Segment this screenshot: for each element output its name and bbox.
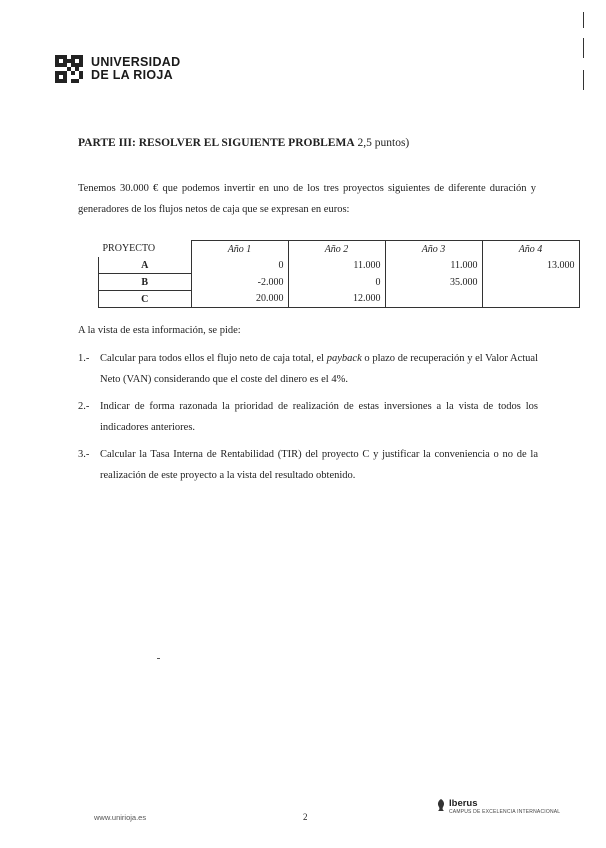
cell-year-2: 12.000 <box>288 291 385 308</box>
table-header-row <box>99 241 580 258</box>
cell-year-1: 20.000 <box>191 291 288 308</box>
scan-mark <box>583 12 584 28</box>
cell-year-3: 11.000 <box>385 257 482 274</box>
sponsor-subtitle: CAMPUS DE EXCELENCIA INTERNACIONAL <box>449 809 561 815</box>
university-logo <box>55 55 180 83</box>
cell-year-3: 35.000 <box>385 274 482 291</box>
list-item <box>78 444 538 486</box>
row-project: A <box>99 257 192 274</box>
header-year-1: Año 1 <box>191 241 288 258</box>
cell-year-4: 13.000 <box>482 257 579 274</box>
task-text: Calcular la Tasa Interna de Rentabilidad (TIR) del proyecto C y justificar la conveniencia o no de la realización de este proyecto a la vista del resultado obtenido. <box>100 449 538 481</box>
cashflow-table <box>98 240 580 308</box>
section-points: 2,5 puntos) <box>357 137 410 149</box>
table-row <box>99 257 580 274</box>
task-text: Indicar de forma razonada la prioridad de realización de estas inversiones a la vista de todos los indicadores anteriores. <box>100 401 538 433</box>
cell-year-1: -2.000 <box>191 274 288 291</box>
qr-logo-icon <box>55 55 83 83</box>
task-text-part: Calcular para todos ellos el flujo neto de caja total, el <box>100 353 327 364</box>
scan-mark <box>583 70 584 90</box>
university-name-line2: DE LA RIOJA <box>91 68 174 82</box>
task-emphasis: payback <box>326 353 362 364</box>
row-project: C <box>99 291 192 308</box>
section-heading <box>78 137 409 149</box>
iberus-logo-icon <box>436 798 446 812</box>
problem-statement: Tenemos 30.000 € que podemos invertir en uno de los tres proyectos siguientes de diferente duración y generadores de los flujos netos de caja que se expresan en euros: <box>78 183 536 215</box>
header-year-3: Año 3 <box>385 241 482 258</box>
table-row <box>99 274 580 291</box>
header-project: PROYECTO <box>102 243 156 255</box>
cell-year-4 <box>482 291 579 308</box>
task-number: 2.- <box>78 401 90 412</box>
row-project: B <box>99 274 192 291</box>
header-year-4: Año 4 <box>482 241 579 258</box>
questions-intro: A la vista de esta información, se pide: <box>78 325 241 336</box>
cell-year-3 <box>385 291 482 308</box>
list-item <box>78 348 538 390</box>
university-name-line1: UNIVERSIDAD <box>91 55 181 69</box>
task-text <box>100 348 538 390</box>
section-title: PARTE III: RESOLVER EL SIGUIENTE PROBLEMA <box>78 137 355 149</box>
task-list <box>78 348 538 492</box>
footer-url: www.unirioja.es <box>94 813 147 822</box>
sponsor-logo <box>436 798 560 816</box>
task-text-part: o plazo de recuperación y el Valor Actual Neto (VAN) considerando que el coste del dinero es el 4%. <box>100 353 538 385</box>
university-name <box>91 56 180 82</box>
cell-year-1: 0 <box>191 257 288 274</box>
scan-mark <box>583 38 584 58</box>
cell-year-2: 0 <box>288 274 385 291</box>
scan-speck <box>157 658 160 659</box>
list-item <box>78 396 538 438</box>
cell-year-2: 11.000 <box>288 257 385 274</box>
cell-year-4 <box>482 274 579 291</box>
table-row <box>99 291 580 308</box>
task-number: 1.- <box>78 353 90 364</box>
sponsor-text <box>449 798 560 816</box>
sponsor-name: Iberus <box>449 798 478 809</box>
task-number: 3.- <box>78 449 90 460</box>
header-year-2: Año 2 <box>288 241 385 258</box>
page-number: 2 <box>303 812 308 822</box>
